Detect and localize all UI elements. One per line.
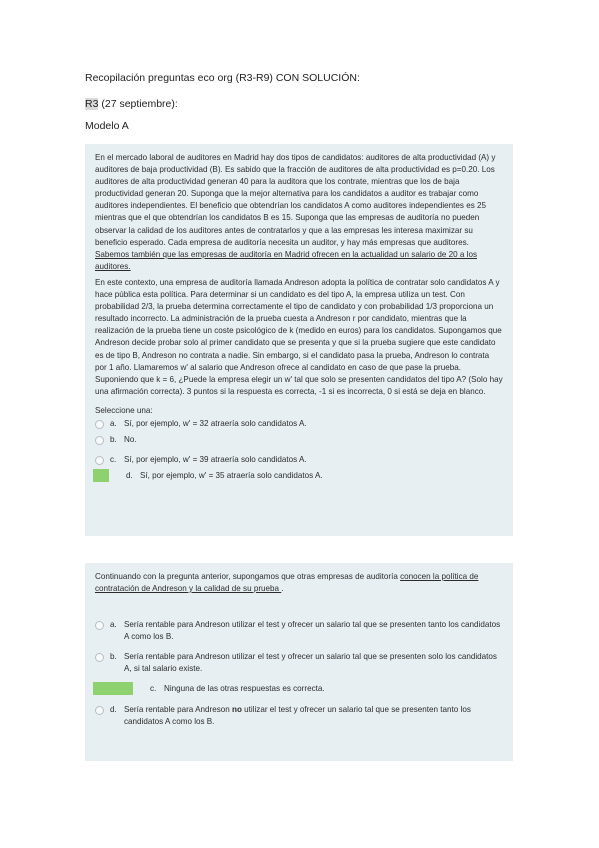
question-1-paragraph-2: En este contexto, una empresa de auditoría llamada Andreson adopta la política de contratar solo candidatos A y hace pública esta política. Para determinar si un candidato es del tipo A, la empresa utiliza un test. Con probabilidad 2/3, la prueba determina correctamente el tipo de candidato y con probabilidad 1/3 proporciona un resultado incorrecto. La administración de la prueba cuesta a Andreson r por candidato, mientras que la realización de la prueba tiene un coste psicológico de k (medido en euros) para los candidatos. Supongamos que Andreson decide probar solo al primer candidato que se presenta y que si la prueba sugiere que este candidato es de tipo B, Andreson no contrata a nadie. Sin embargo, si el candidato pasa la prueba, Andreson lo contrata por 1 año. Llamaremos w' al salario que Andreson ofrece al candidato en caso de que pase la prueba. Suponiendo que k = 6, ¿Puede la empresa elegir un w' tal que solo se presenten candidatos del tipo A? (Solo hay una afirmación correcta). 3 puntos si la respuesta es correcta, -1 si es incorrecta, 0 si está se deja en blanco. [95, 277, 503, 396]
option-text: Sí, por ejemplo, w' = 35 atraería solo candidatos A. [140, 470, 323, 480]
q1-option-c[interactable] [95, 454, 503, 467]
correct-answer-highlight [93, 469, 109, 482]
radio-button[interactable] [95, 456, 104, 465]
radio-button[interactable] [95, 706, 104, 715]
option-text: Sí, por ejemplo, w' = 32 atraería solo candidatos A. [124, 418, 307, 428]
document-title: Recopilación preguntas eco org (R3-R9) CON SOLUCIÓN: [85, 72, 360, 84]
option-letter: a. [110, 418, 117, 428]
q2-option-b[interactable] [95, 651, 503, 675]
exam-date-line [85, 98, 178, 110]
question-2-underlined-text: conocen la política de contratación de Andreson y la calidad de su prueba [95, 572, 479, 594]
option-text-start: Sería rentable para Andreson [124, 705, 232, 715]
option-text [124, 704, 503, 728]
option-text: No. [124, 434, 137, 444]
radio-button[interactable] [95, 420, 104, 429]
exam-date: (27 septiembre): [98, 98, 178, 110]
option-text: Sería rentable para Andreson utilizar el test y ofrecer un salario tal que se presenten solo los candidatos A, si tal salario existe. [124, 652, 497, 674]
option-letter: b. [110, 652, 117, 662]
option-letter: d. [126, 470, 133, 480]
question-2-intro: Continuando con la pregunta anterior, supongamos que otras empresas de auditoría [95, 572, 401, 581]
radio-button[interactable] [95, 436, 104, 445]
q1-option-d-correct[interactable] [95, 470, 503, 483]
q2-option-c-correct[interactable] [95, 683, 503, 696]
question-2-intro-end: . [281, 584, 284, 594]
question-1-paragraph-1 [95, 152, 503, 273]
option-text: Sí, por ejemplo, w' = 39 atraería solo candidatos A. [124, 454, 307, 464]
radio-button[interactable] [95, 653, 104, 662]
radio-button[interactable] [95, 621, 104, 630]
question-2-box [85, 563, 513, 761]
option-text: Ninguna de las otras respuestas es correcta. [164, 684, 325, 694]
option-text: Sería rentable para Andreson utilizar el test y ofrecer un salario tal que se presenten tanto los candidatos A como los B. [124, 620, 501, 642]
question-1-text: En el mercado laboral de auditores en Madrid hay dos tipos de candidatos: auditores de alta productividad (A) y auditores de baja productividad (B). Es sabido que la fracción de auditores de alta productividad es p=0.20. Los auditores de alta productividad generan 40 para la auditora que los contrate, mientras que los de baja productividad generan 20. Suponga que la mejor alternativa para los candidatos a auditor es trabajar como auditores independientes. El beneficio que obtendrían los candidatos A como auditores independientes es 25 mientras que el que obtendrían los candidatos B es 15. Suponga que las empresas de auditoría no pueden observar la calidad de los auditores antes de contratarlos y que a las empresas les interesa maximizar su beneficio esperado. Cada empresa de auditoría necesita un auditor, y hay más empresas que auditores. [95, 153, 496, 247]
option-letter: d. [110, 705, 117, 715]
select-one-label: Seleccione una: [95, 405, 153, 415]
correct-answer-highlight [93, 682, 133, 695]
exam-code: R3 [85, 98, 99, 110]
option-text-emphasis: no [232, 705, 242, 715]
question-2-text [95, 571, 503, 595]
q2-option-a[interactable] [95, 619, 503, 643]
option-letter: a. [110, 620, 117, 630]
option-letter: b. [110, 434, 117, 444]
q1-option-a[interactable] [95, 418, 503, 431]
question-1-box [85, 144, 513, 536]
exam-model: Modelo A [85, 120, 129, 132]
option-text-end: utilizar el test y ofrecer un salario tal que se presenten tanto los candidatos A como los B. [124, 705, 471, 727]
q2-option-d[interactable] [95, 704, 503, 728]
option-letter: c. [150, 684, 157, 694]
question-1-underlined-text: Sabemos también que las empresas de auditoría en Madrid ofrecen en la actualidad un salario de 20 a los auditores. [95, 249, 477, 271]
q1-option-b[interactable] [95, 434, 503, 447]
option-letter: c. [110, 454, 117, 464]
